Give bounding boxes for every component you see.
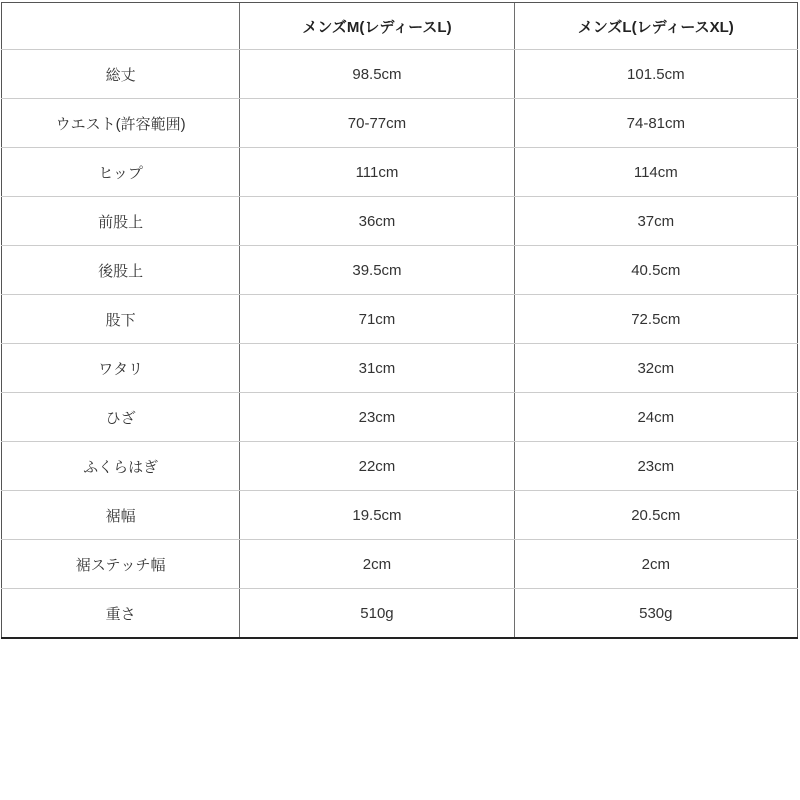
value-cell-mens-l: 24cm [514, 393, 797, 442]
value-cell-mens-l: 74-81cm [514, 99, 797, 148]
header-row [2, 3, 798, 50]
row-label-cell: 総丈 [2, 50, 240, 99]
value-cell-mens-l: 20.5cm [514, 491, 797, 540]
row-label-cell: ワタリ [2, 344, 240, 393]
table-row [2, 246, 798, 295]
value-cell-mens-m: 39.5cm [240, 246, 514, 295]
row-label-cell: ヒップ [2, 148, 240, 197]
value-cell-mens-l: 101.5cm [514, 50, 797, 99]
table-row [2, 295, 798, 344]
table-row [2, 148, 798, 197]
table-row [2, 442, 798, 491]
table-row [2, 344, 798, 393]
table-row [2, 589, 798, 639]
row-label-cell: 裾ステッチ幅 [2, 540, 240, 589]
value-cell-mens-m: 2cm [240, 540, 514, 589]
value-cell-mens-m: 70-77cm [240, 99, 514, 148]
table-row [2, 393, 798, 442]
row-label-cell: 裾幅 [2, 491, 240, 540]
header-cell-blank [2, 3, 240, 50]
table-row [2, 540, 798, 589]
value-cell-mens-m: 111cm [240, 148, 514, 197]
table-row [2, 99, 798, 148]
row-label-cell: ひざ [2, 393, 240, 442]
row-label-cell: 股下 [2, 295, 240, 344]
value-cell-mens-l: 37cm [514, 197, 797, 246]
table-row [2, 50, 798, 99]
value-cell-mens-m: 36cm [240, 197, 514, 246]
value-cell-mens-l: 2cm [514, 540, 797, 589]
value-cell-mens-l: 40.5cm [514, 246, 797, 295]
value-cell-mens-m: 22cm [240, 442, 514, 491]
row-label-cell: 重さ [2, 589, 240, 639]
value-cell-mens-l: 530g [514, 589, 797, 639]
header-cell-mens-m: メンズM(レディースL) [240, 3, 514, 50]
size-chart-body [2, 50, 798, 639]
table-row [2, 197, 798, 246]
table-row [2, 491, 798, 540]
value-cell-mens-l: 114cm [514, 148, 797, 197]
value-cell-mens-l: 23cm [514, 442, 797, 491]
row-label-cell: ウエスト(許容範囲) [2, 99, 240, 148]
value-cell-mens-m: 31cm [240, 344, 514, 393]
value-cell-mens-m: 510g [240, 589, 514, 639]
value-cell-mens-m: 23cm [240, 393, 514, 442]
header-cell-mens-l: メンズL(レディースXL) [514, 3, 797, 50]
value-cell-mens-l: 72.5cm [514, 295, 797, 344]
value-cell-mens-m: 71cm [240, 295, 514, 344]
value-cell-mens-m: 98.5cm [240, 50, 514, 99]
row-label-cell: 前股上 [2, 197, 240, 246]
value-cell-mens-m: 19.5cm [240, 491, 514, 540]
value-cell-mens-l: 32cm [514, 344, 797, 393]
size-chart-table [1, 2, 798, 639]
row-label-cell: ふくらはぎ [2, 442, 240, 491]
row-label-cell: 後股上 [2, 246, 240, 295]
size-chart-header [2, 3, 798, 50]
